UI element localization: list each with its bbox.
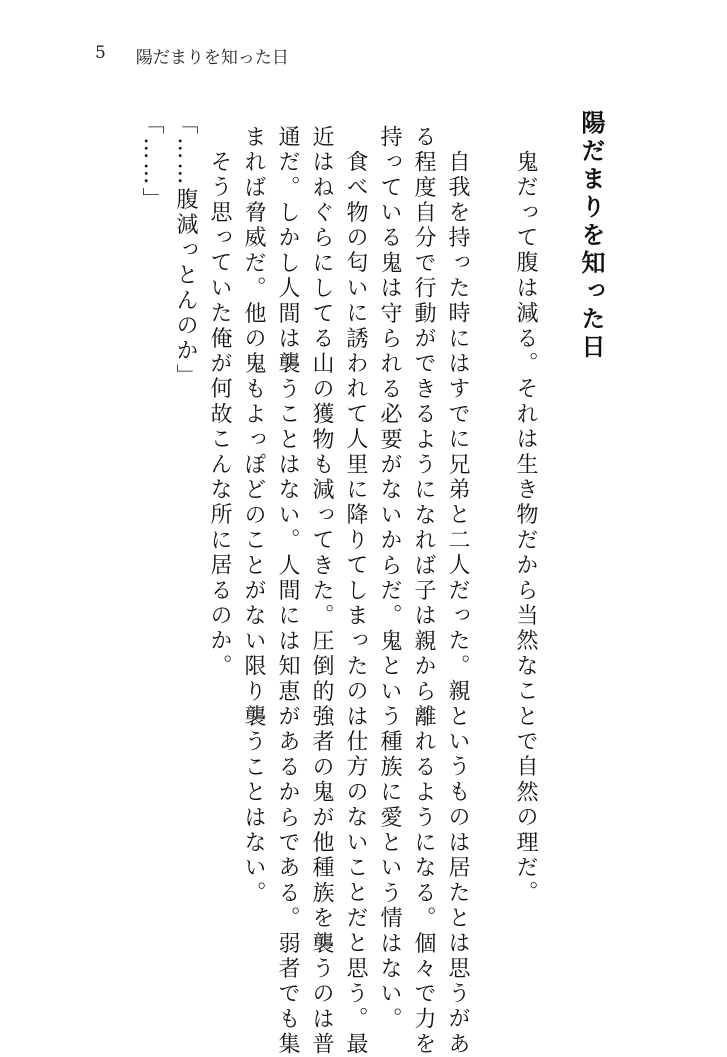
text-line-9: まれば脅威だ。他の鬼もよっぽどのことがない限り襲うことはない。 [241,125,266,907]
page-number: 5 [95,43,106,63]
text-line-7: 近はねぐらにしてる山の獲物も減ってきた。圧倒的強者の鬼が他種族を襲うのは普 [309,125,334,1057]
text-line-5: 持っている鬼は守られる必要がないからだ。鬼という種族に愛という情はない。 [377,125,402,1033]
text-line-1: 鬼だって腹は減る。それは生き物だから当然なことで自然の理だ。 [513,150,538,906]
text-line-12: 「……」 [139,112,164,213]
text-line-3: 自我を持った時にはすでに兄弟と二人だった。親というものは居たとは思うがあ [445,150,470,1057]
text-line-6: 食べ物の匂いに誘われて人里に降りてしまったのは仕方のないことだと思う。最 [343,150,368,1057]
text-line-8: 通だ。しかし人間は襲うことはない。人間には知恵があるからである。弱者でも集 [275,125,300,1057]
chapter-title: 陽だまりを知った日 [577,110,605,362]
running-title: 陽だまりを知った日 [135,48,289,68]
text-line-10: そう思っていた俺が何故こんな所に居るのか。 [207,150,232,680]
text-line-11: 「……腹減っとんのか」 [173,112,198,390]
text-line-4: る程度自分で行動ができるようになれば子は親から離れるようになる。個々で力を [411,125,436,1057]
running-header [95,43,289,68]
